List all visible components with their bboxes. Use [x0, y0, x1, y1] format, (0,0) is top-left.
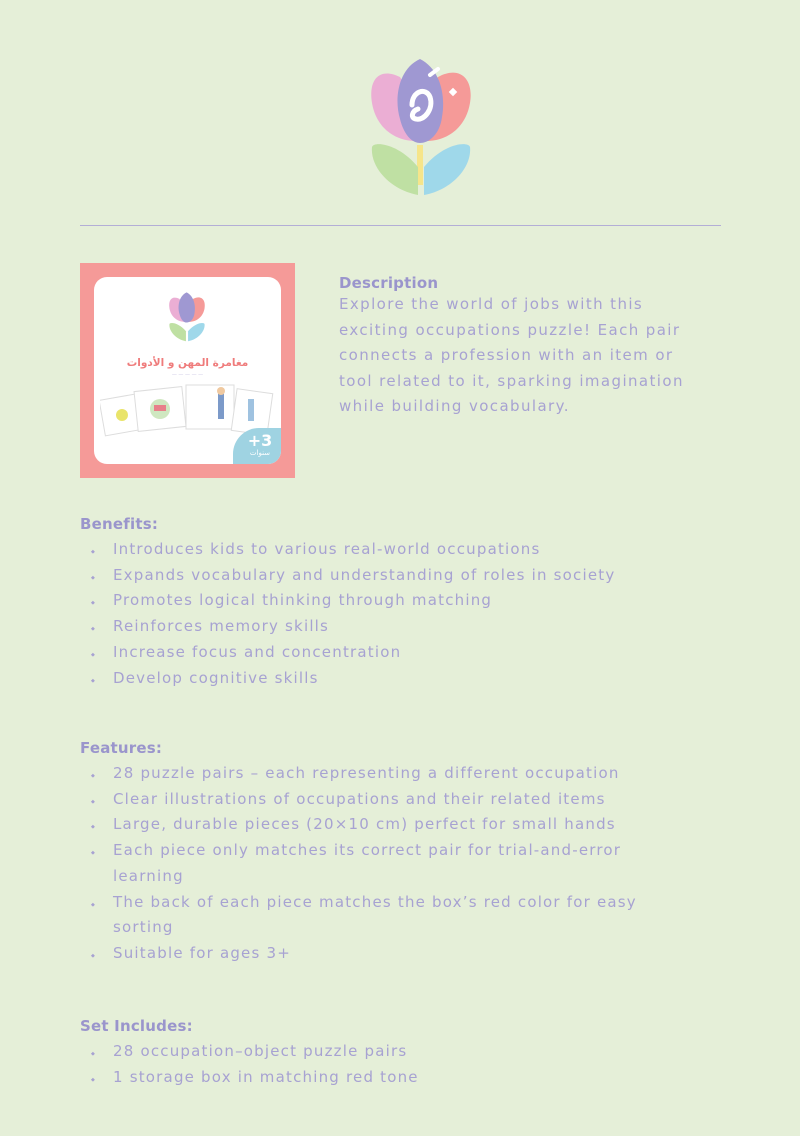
- features-list: [80, 761, 720, 967]
- age-number: +3: [247, 431, 273, 450]
- box-title-arabic: مغامرة المهن و الأدوات: [126, 357, 249, 369]
- list-item: ◆ 1 storage box in matching red tone: [113, 1065, 720, 1091]
- description-section: [339, 274, 684, 420]
- product-box-image: [80, 263, 295, 478]
- header-divider: [80, 225, 721, 226]
- set-includes-list: [80, 1039, 720, 1090]
- list-item: ◆ 28 occupation–object puzzle pairs: [113, 1039, 720, 1065]
- list-item: ◆ The back of each piece matches the box’s red color for easy sorting: [113, 890, 680, 941]
- list-item: ◆ Reinforces memory skills: [113, 614, 720, 640]
- box-logo-icon: [166, 291, 208, 343]
- list-item: ◆ Large, durable pieces (20×10 cm) perfect for small hands: [113, 812, 680, 838]
- list-item: ◆ Expands vocabulary and understanding of roles in society: [113, 563, 720, 589]
- list-item: ◆ Introduces kids to various real-world occupations: [113, 537, 720, 563]
- age-word: سنوات: [249, 449, 271, 457]
- list-item: ◆ Suitable for ages 3+: [113, 941, 680, 967]
- features-heading: Features:: [80, 739, 163, 757]
- age-badge: [233, 428, 281, 464]
- features-section: [80, 739, 720, 967]
- product-box-front: [94, 277, 281, 464]
- benefits-heading: Benefits:: [80, 515, 159, 533]
- set-includes-section: [80, 1017, 720, 1090]
- list-item: ◆ Develop cognitive skills: [113, 666, 720, 692]
- description-text: Explore the world of jobs with this exciting occupations puzzle! Each pair connects a profession with an item or tool related to it, sparking imagination while building vocabulary.: [339, 295, 684, 416]
- list-item: ◆ Increase focus and concentration: [113, 640, 720, 666]
- set-includes-heading: Set Includes:: [80, 1017, 193, 1035]
- benefits-section: [80, 515, 720, 691]
- brand-logo-tulip: [368, 55, 474, 200]
- list-item: ◆ Each piece only matches its correct pair for trial-and-error learning: [113, 838, 680, 889]
- benefits-list: [80, 537, 720, 691]
- box-subtitle-line: — — — — —: [171, 372, 204, 378]
- list-item: ◆ Clear illustrations of occupations and their related items: [113, 787, 680, 813]
- list-item: ◆ 28 puzzle pairs – each representing a different occupation: [113, 761, 680, 787]
- list-item: ◆ Promotes logical thinking through matching: [113, 588, 720, 614]
- description-heading: Description: [339, 274, 439, 292]
